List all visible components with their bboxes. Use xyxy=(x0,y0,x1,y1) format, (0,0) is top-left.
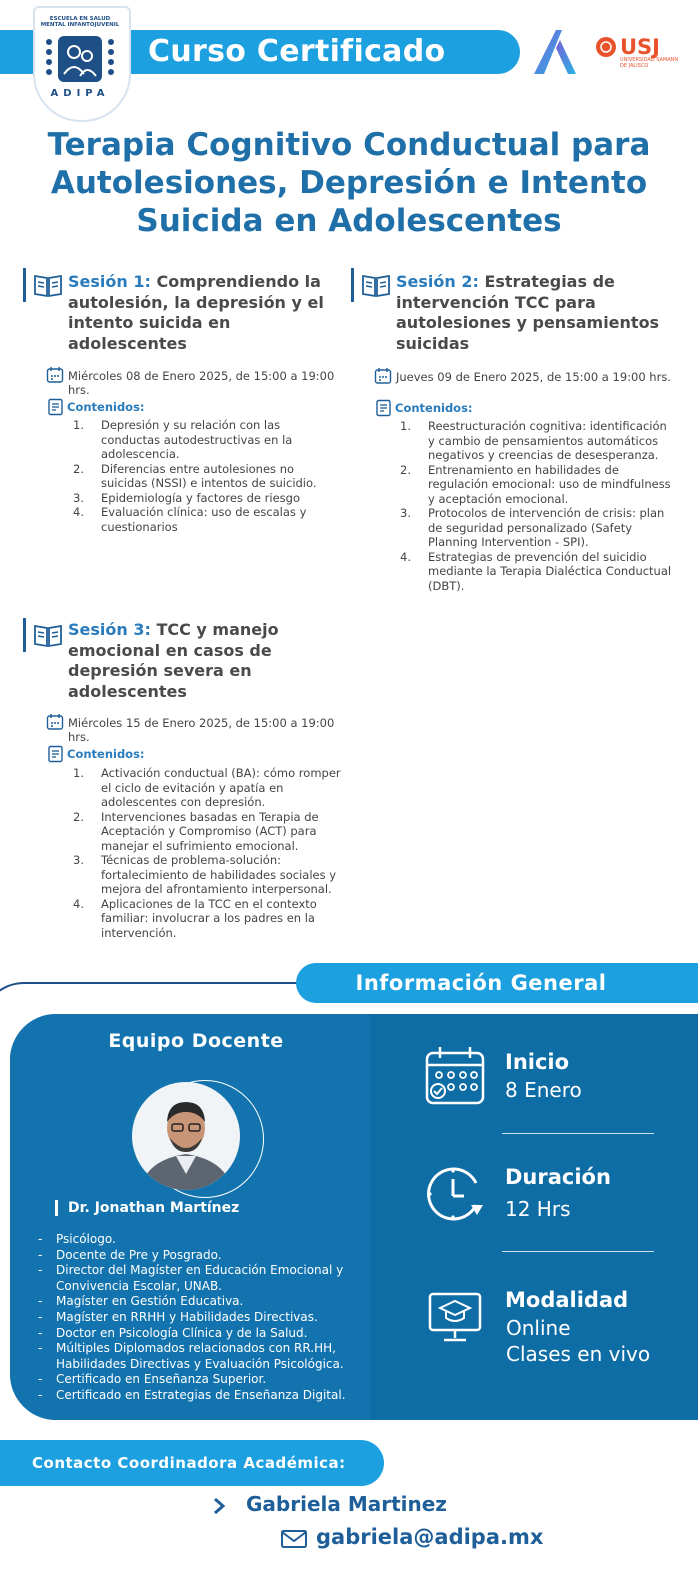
list-item: 3. Protocolos de intervención de crisis: plan de seguridad personalizado (Safety Planning Intervention - SPI). xyxy=(400,506,665,549)
mail-icon xyxy=(280,1529,308,1549)
list-item: 1. Activación conductual (BA): cómo romper el ciclo de evitación y apatía en adolescentes con depresión. xyxy=(73,766,341,809)
list-item: - Magíster en RRHH y Habilidades Directivas. xyxy=(36,1310,376,1326)
separator xyxy=(502,1251,654,1252)
list-item: - Docente de Pre y Posgrado. xyxy=(36,1248,376,1264)
list-item: - Doctor en Psicología Clínica y de la Salud. xyxy=(36,1326,376,1342)
session-1-contents-list xyxy=(73,418,337,534)
online-class-icon xyxy=(426,1288,484,1346)
chevron-right-icon xyxy=(212,1497,226,1515)
course-title: Terapia Cognitivo Conductual para Autolesiones, Depresión e Intento Suicida en Adolescentes xyxy=(47,127,651,239)
list-item: 4. Evaluación clínica: uso de escalas y cuestionarios xyxy=(73,505,307,534)
mode-value-online: Online xyxy=(506,1316,571,1340)
header-title: Curso Certificado xyxy=(148,34,446,69)
session-1-date: Miércoles 08 de Enero 2025, de 15:00 a 19:00 hrs. xyxy=(68,369,335,397)
session-3-title xyxy=(68,620,308,702)
session-1-name: Comprendiendo la autolesión, la depresión y el intento suicida en adolescentes xyxy=(68,272,324,353)
document-icon xyxy=(47,745,65,763)
book-icon xyxy=(32,271,64,299)
calendar-icon xyxy=(46,713,64,731)
start-label: Inicio xyxy=(505,1050,570,1074)
mode-label: Modalidad xyxy=(505,1288,629,1312)
session-3-contents-list xyxy=(73,766,345,940)
session-accent-bar xyxy=(351,268,354,302)
logo-name: ADIPA xyxy=(50,88,110,99)
list-item: 1. Depresión y su relación con las conductas autodestructivas en la adolescencia. xyxy=(73,418,293,461)
list-item: 3. Técnicas de problema-solución: fortalecimiento de habilidades sociales y mejora del afrontamiento interpersonal. xyxy=(73,853,337,896)
session-accent-bar xyxy=(23,268,26,302)
list-item: - Certificado en Enseñanza Superior. xyxy=(36,1372,376,1388)
teacher-cv-list xyxy=(36,1232,376,1404)
contact-name: Gabriela Martinez xyxy=(246,1492,447,1516)
session-3-number: Sesión 3: xyxy=(68,620,151,639)
team-label: Equipo Docente xyxy=(108,1030,284,1052)
book-icon xyxy=(360,271,392,299)
list-item: - Magíster en Gestión Educativa. xyxy=(36,1294,376,1310)
teacher-avatar-icon xyxy=(132,1082,240,1190)
contact-email-link[interactable]: gabriela@adipa.mx xyxy=(316,1525,544,1549)
session-1-title xyxy=(68,272,336,354)
session-3-name: TCC y manejo emocional en casos de depresión severa en adolescentes xyxy=(68,620,279,701)
teacher-name: Dr. Jonathan Martínez xyxy=(55,1200,239,1216)
usj-logo-name: USJ xyxy=(620,35,660,59)
calendar-icon xyxy=(424,1045,486,1107)
usj-logo-sub: UNIVERSIDAD SAMANN DE JALISCO xyxy=(620,57,679,69)
list-item: 2. Entrenamiento en habilidades de regulación emocional: uso de mindfulness y aceptación emocional. xyxy=(400,462,671,506)
list-item: - Psicólogo. xyxy=(36,1232,376,1248)
list-item: 3. Epidemiología y factores de riesgo xyxy=(73,490,300,505)
list-item: 4. Aplicaciones de la TCC en el contexto familiar: involucrar a los padres en la intervención. xyxy=(73,896,317,940)
duration-value: 12 Hrs xyxy=(505,1197,571,1221)
mode-value-live: Clases en vivo xyxy=(506,1342,651,1366)
list-item: 1. Reestructuración cognitiva: identificación y cambio de pensamientos automáticos negativos y creencias de desesperanza. xyxy=(400,419,667,462)
calendar-icon xyxy=(374,367,392,385)
adipa-emblem-icon xyxy=(44,32,116,86)
calendar-icon xyxy=(46,366,64,384)
book-icon xyxy=(32,621,64,649)
session-2-contents-list xyxy=(400,419,674,593)
session-2-contents-label: Contenidos: xyxy=(395,401,473,415)
list-item: 2. Intervenciones basadas en Terapia de Aceptación y Compromiso (ACT) para manejar el sufrimiento emocional. xyxy=(73,809,319,853)
duration-label: Duración xyxy=(505,1165,611,1189)
logo-school-text: ESCUELA EN SALUD MENTAL INFANTOJUVENIL xyxy=(40,16,120,28)
clock-icon xyxy=(424,1163,486,1225)
session-3-contents-label: Contenidos: xyxy=(67,747,145,761)
start-value: 8 Enero xyxy=(505,1078,582,1102)
partner-logo-icon xyxy=(530,26,580,78)
session-1-number: Sesión 1: xyxy=(68,272,151,291)
usj-emblem-icon xyxy=(594,35,618,59)
session-2-title xyxy=(396,272,676,354)
document-icon xyxy=(47,398,65,416)
list-item: 2. Diferencias entre autolesiones no suicidas (NSSI) e intentos de suicidio. xyxy=(73,461,317,490)
session-accent-bar xyxy=(23,618,26,652)
list-item: - Director del Magíster en Educación Emocional y Convivencia Escolar, UNAB. xyxy=(36,1263,376,1294)
document-icon xyxy=(375,399,393,417)
list-item: - Múltiples Diplomados relacionados con RR.HH, Habilidades Directivas y Evaluación Psicológica. xyxy=(36,1341,376,1372)
list-item: - Certificado en Estrategias de Enseñanza Digital. xyxy=(36,1388,376,1404)
contact-label: Contacto Coordinadora Académica: xyxy=(32,1454,346,1472)
session-2-number: Sesión 2: xyxy=(396,272,479,291)
list-item: 4. Estrategias de prevención del suicidio mediante la Terapia Dialéctica Conductual (DBT). xyxy=(400,549,672,593)
session-2-date: Jueves 09 de Enero 2025, de 15:00 a 19:00 hrs. xyxy=(396,370,671,384)
session-2-name: Estrategias de intervención TCC para autolesiones y pensamientos suicidas xyxy=(396,272,660,353)
teacher-photo xyxy=(132,1082,240,1190)
session-1-contents-label: Contenidos: xyxy=(67,400,145,414)
info-title: Información General xyxy=(355,971,607,995)
separator xyxy=(502,1133,654,1134)
session-3-date: Miércoles 15 de Enero 2025, de 15:00 a 19:00 hrs. xyxy=(68,716,335,744)
